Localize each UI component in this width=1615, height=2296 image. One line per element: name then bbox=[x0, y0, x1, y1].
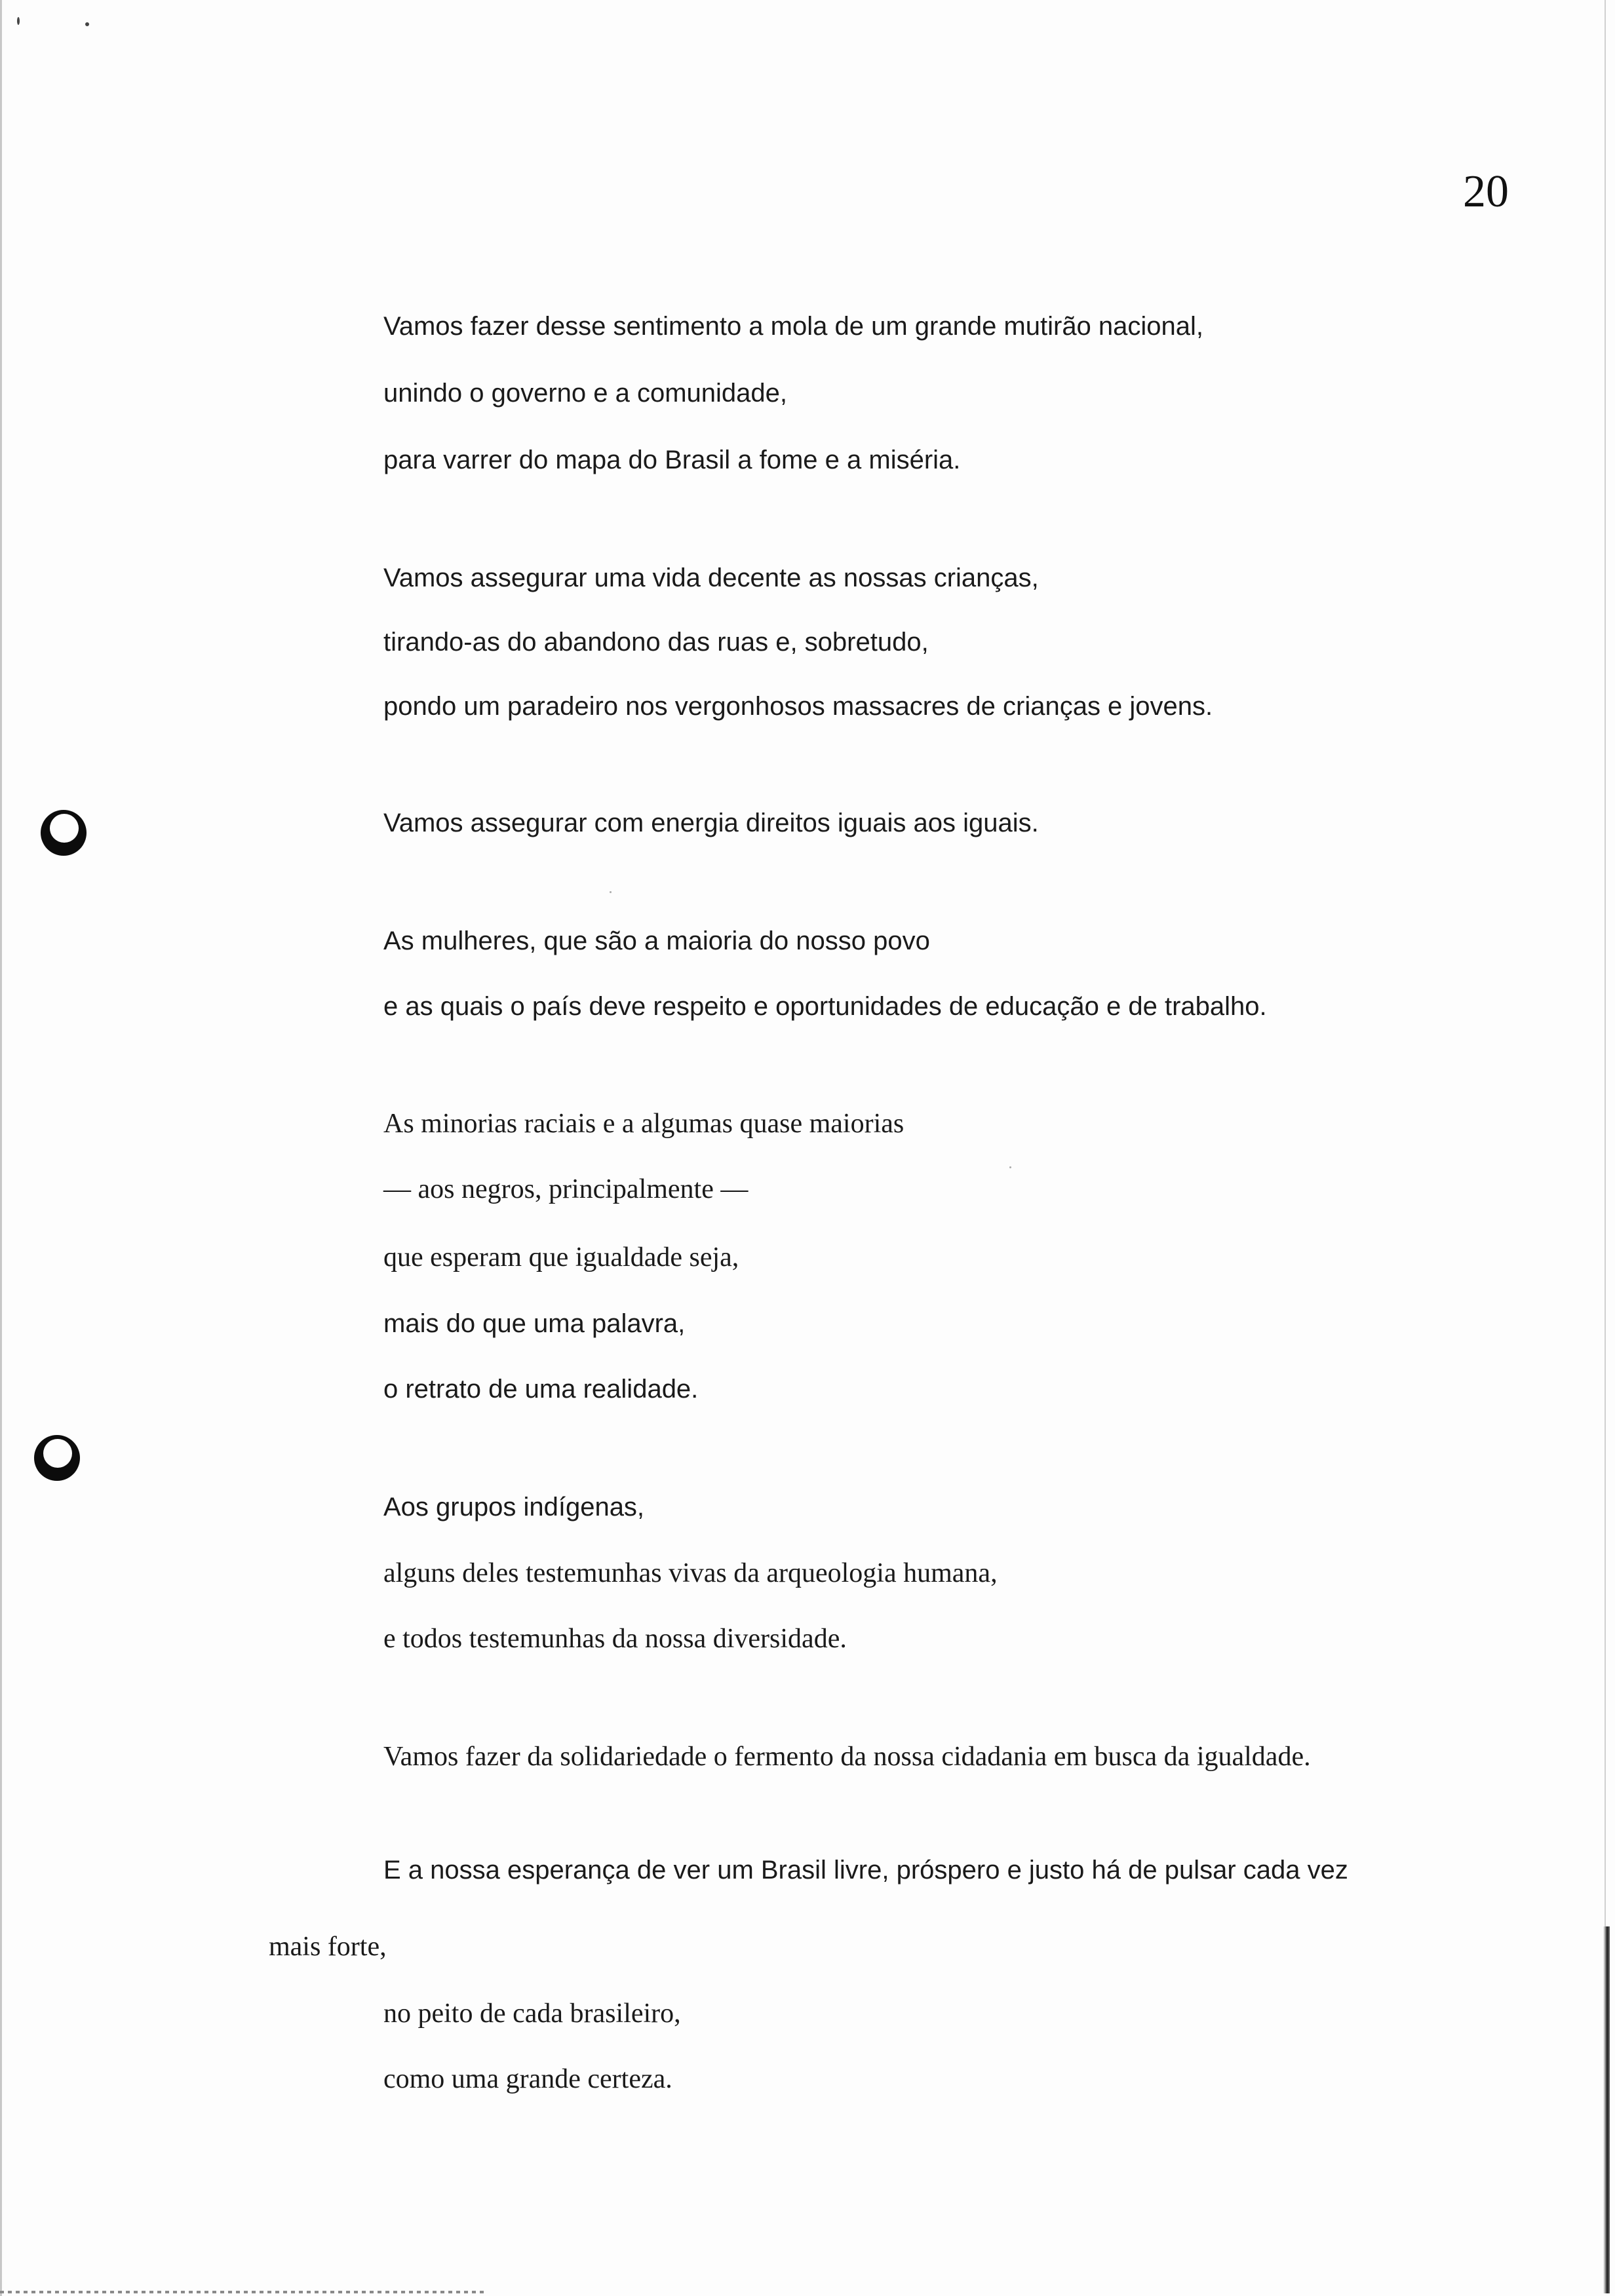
scan-right-edge-dark bbox=[1603, 1926, 1610, 2293]
scan-speck bbox=[85, 22, 89, 26]
text-line: no peito de cada brasileiro, bbox=[383, 1999, 681, 2029]
text-line: para varrer do mapa do Brasil a fome e a miséria. bbox=[383, 446, 961, 474]
text-line: — aos negros, principalmente — bbox=[383, 1174, 749, 1204]
text-line: e todos testemunhas da nossa diversidade. bbox=[383, 1624, 847, 1654]
scan-speck bbox=[17, 17, 20, 25]
text-line: mais do que uma palavra, bbox=[383, 1309, 686, 1338]
text-line: Vamos fazer da solidariedade o fermento da nossa cidadania em busca da igualdade. bbox=[383, 1742, 1311, 1772]
scan-bottom-edge bbox=[0, 2291, 485, 2293]
text-line: E a nossa esperança de ver um Brasil livre, próspero e justo há de pulsar cada vez bbox=[383, 1856, 1348, 1885]
scan-speck bbox=[1009, 1166, 1011, 1168]
text-line: Aos grupos indígenas, bbox=[383, 1493, 645, 1521]
text-line: tirando-as do abandono das ruas e, sobretudo, bbox=[383, 628, 929, 657]
text-line: pondo um paradeiro nos vergonhosos massacres de crianças e jovens. bbox=[383, 692, 1213, 721]
text-line: que esperam que igualdade seja, bbox=[383, 1242, 739, 1272]
text-line: Vamos fazer desse sentimento a mola de um grande mutirão nacional, bbox=[383, 312, 1204, 341]
scan-left-edge bbox=[0, 0, 2, 2296]
text-line: como uma grande certeza. bbox=[383, 2064, 672, 2094]
text-line: As minorias raciais e a algumas quase maiorias bbox=[383, 1109, 905, 1139]
scan-speck bbox=[610, 891, 612, 893]
scan-right-edge bbox=[1605, 0, 1606, 1926]
text-line: o retrato de uma realidade. bbox=[383, 1375, 699, 1404]
text-line: Vamos assegurar uma vida decente as nossas crianças, bbox=[383, 564, 1039, 592]
text-line: Vamos assegurar com energia direitos iguais aos iguais. bbox=[383, 809, 1039, 837]
punch-hole bbox=[41, 810, 87, 856]
text-line: mais forte, bbox=[269, 1932, 387, 1962]
text-line: unindo o governo e a comunidade, bbox=[383, 379, 788, 408]
text-line: alguns deles testemunhas vivas da arqueologia humana, bbox=[383, 1558, 998, 1588]
punch-hole bbox=[34, 1435, 80, 1481]
text-line: e as quais o país deve respeito e oportunidades de educação e de trabalho. bbox=[383, 992, 1267, 1021]
text-line: As mulheres, que são a maioria do nosso povo bbox=[383, 927, 930, 955]
page-number: 20 bbox=[1463, 166, 1509, 217]
